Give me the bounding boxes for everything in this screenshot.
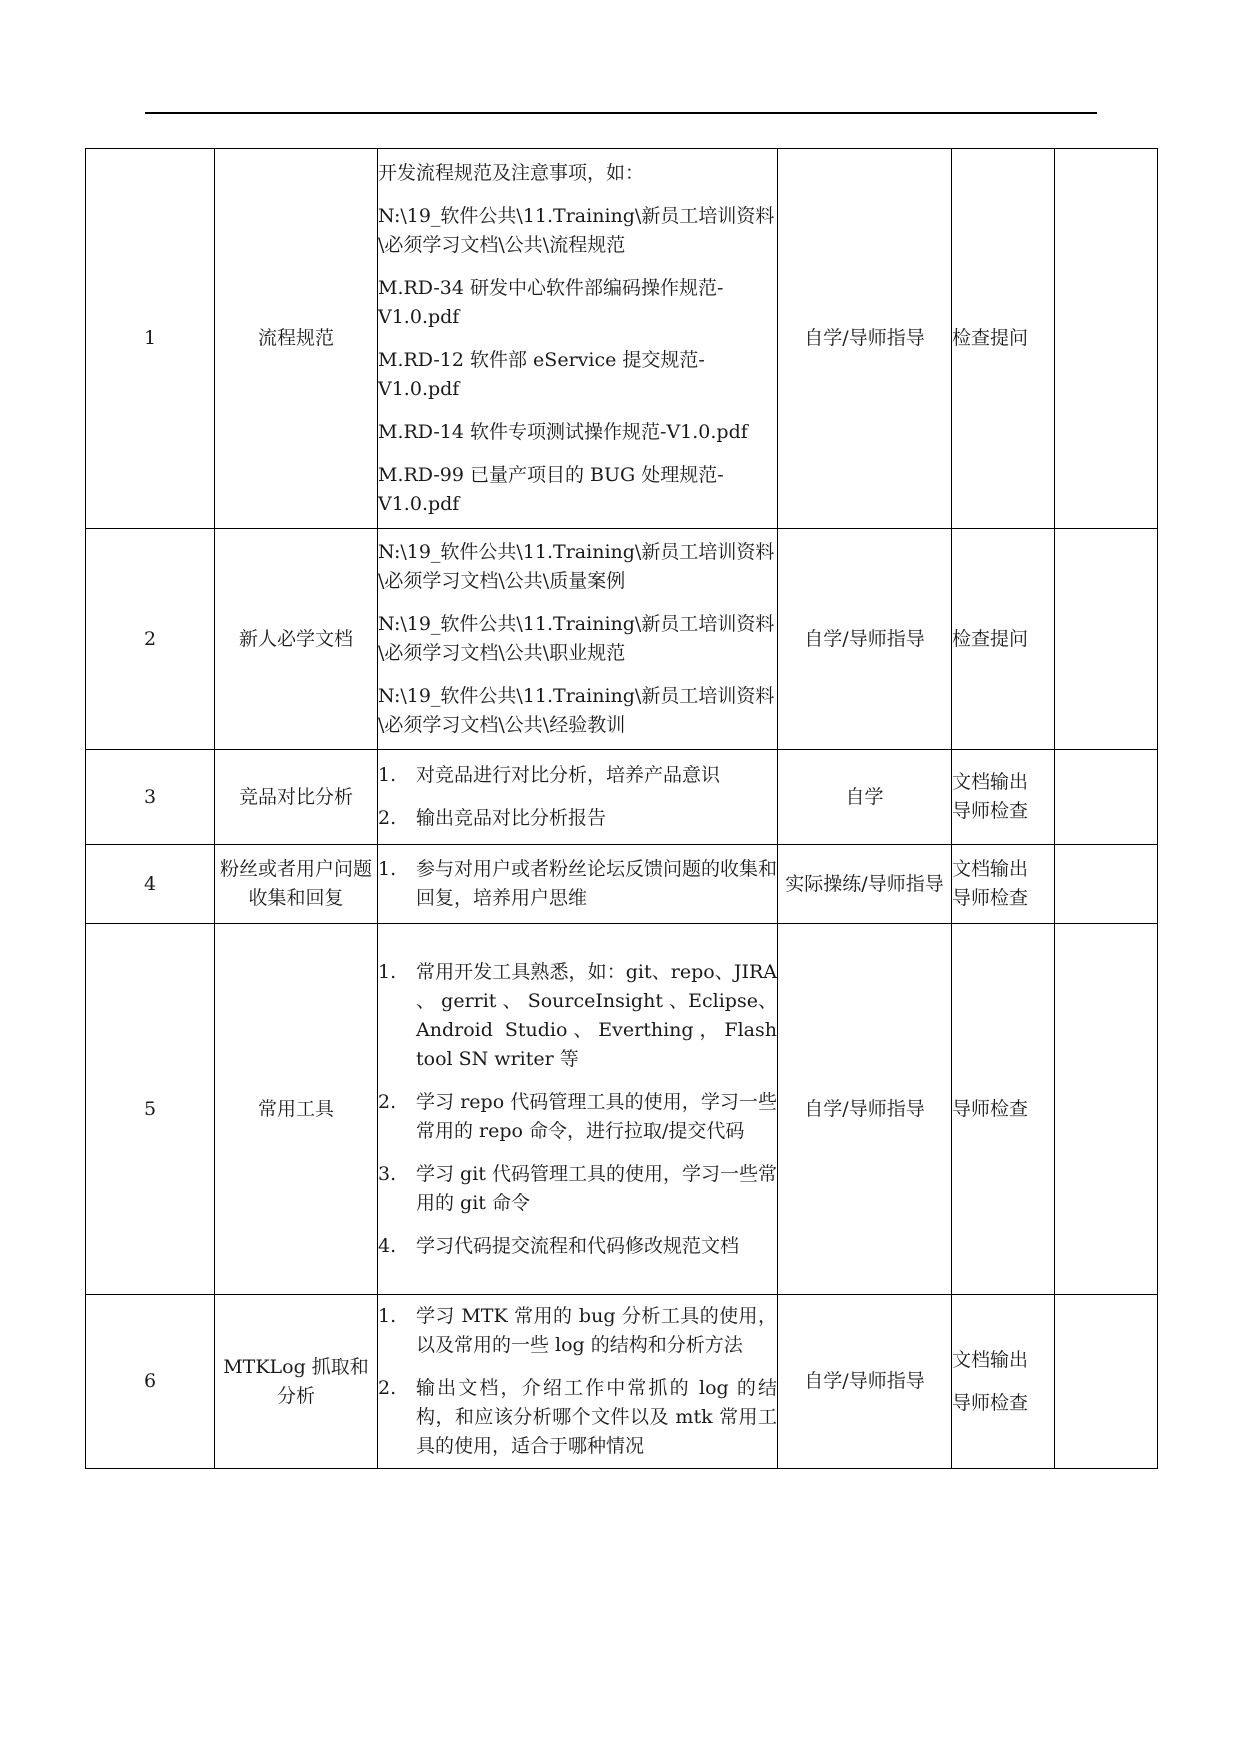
table-row: [86, 529, 1158, 750]
row-topic: 竞品对比分析: [215, 750, 378, 845]
row-topic: 新人必学文档: [215, 529, 378, 750]
content-line: N:\19_软件公共\11.Training\新员工培训资料\必须学习文档\公共\流程规范: [378, 204, 775, 256]
row-topic: MTKLog 抓取和分析: [215, 1295, 378, 1469]
training-plan-table: [85, 148, 1158, 1469]
row-index: 6: [86, 1295, 215, 1469]
row-check-method: [952, 750, 1055, 845]
check-line: 文档输出: [952, 771, 1029, 793]
row-index: 3: [86, 750, 215, 845]
row-content: [378, 149, 778, 529]
content-line: 开发流程规范及注意事项，如：: [378, 161, 645, 184]
list-item: 4. 学习代码提交流程和代码修改规范文档: [378, 1234, 740, 1257]
list-item: 2. 输出文档，介绍工作中常抓的 log 的结构，和应该分析哪个文件以及 mtk 常用工具的使用，适合于哪种情况: [378, 1377, 777, 1457]
list-item: 2. 学习 repo 代码管理工具的使用，学习一些常用的 repo 命令，进行拉取/提交代码: [378, 1090, 777, 1142]
row-study-mode: 自学/导师指导: [778, 529, 952, 750]
check-line: 检查提问: [952, 327, 1029, 349]
row-content: [378, 845, 778, 924]
list-item: 1. 常用开发工具熟悉，如：git、repo、JIRA 、 gerrit 、 SourceInsight 、Eclipse、Android Studio、Everthing，Flash tool SN writer 等: [378, 960, 777, 1070]
row-remark: [1055, 750, 1158, 845]
content-line: N:\19_软件公共\11.Training\新员工培训资料\必须学习文档\公共\经验教训: [378, 685, 775, 736]
table-row: [86, 924, 1158, 1295]
row-content: [378, 529, 778, 750]
check-line: 导师检查: [952, 800, 1029, 822]
row-topic: 流程规范: [215, 149, 378, 529]
row-study-mode: 实际操练/导师指导: [778, 845, 952, 924]
row-index: 4: [86, 845, 215, 924]
check-line: 导师检查: [952, 887, 1029, 909]
row-check-method: [952, 529, 1055, 750]
row-check-method: [952, 1295, 1055, 1469]
check-line: 导师检查: [952, 1097, 1029, 1120]
table-row: [86, 750, 1158, 845]
check-line: 文档输出: [952, 1348, 1029, 1371]
row-remark: [1055, 529, 1158, 750]
row-study-mode: 自学: [778, 750, 952, 845]
row-content: [378, 1295, 778, 1469]
table-row: [86, 845, 1158, 924]
row-remark: [1055, 149, 1158, 529]
row-remark: [1055, 1295, 1158, 1469]
list-item: 3. 学习 git 代码管理工具的使用，学习一些常用的 git 命令: [378, 1162, 777, 1214]
row-topic: 常用工具: [215, 924, 378, 1295]
content-line: M.RD-12 软件部 eService 提交规范-V1.0.pdf: [378, 348, 705, 400]
row-content: [378, 924, 778, 1295]
list-item: 1. 对竞品进行对比分析，培养产品意识: [378, 764, 721, 786]
check-line: 导师检查: [952, 1391, 1029, 1414]
list-item: 2. 输出竞品对比分析报告: [378, 807, 607, 829]
check-line: 文档输出: [952, 858, 1029, 880]
table-row: [86, 1295, 1158, 1469]
content-line: N:\19_软件公共\11.Training\新员工培训资料\必须学习文档\公共\质量案例: [378, 541, 775, 592]
check-line: 检查提问: [952, 627, 1029, 650]
row-study-mode: 自学/导师指导: [778, 149, 952, 529]
row-remark: [1055, 845, 1158, 924]
row-check-method: [952, 845, 1055, 924]
row-check-method: [952, 924, 1055, 1295]
list-item: 1. 学习 MTK 常用的 bug 分析工具的使用，以及常用的一些 log 的结构和分析方法: [378, 1305, 777, 1356]
table-row: [86, 149, 1158, 529]
content-line: N:\19_软件公共\11.Training\新员工培训资料\必须学习文档\公共\职业规范: [378, 613, 775, 664]
row-content: [378, 750, 778, 845]
content-line: M.RD-34 研发中心软件部编码操作规范-V1.0.pdf: [378, 276, 724, 328]
row-study-mode: 自学/导师指导: [778, 1295, 952, 1469]
row-study-mode: 自学/导师指导: [778, 924, 952, 1295]
list-item: 1. 参与对用户或者粉丝论坛反馈问题的收集和回复，培养用户思维: [378, 858, 778, 909]
header-rule: [145, 112, 1097, 114]
content-line: M.RD-14 软件专项测试操作规范-V1.0.pdf: [378, 420, 748, 443]
row-check-method: [952, 149, 1055, 529]
row-remark: [1055, 924, 1158, 1295]
row-index: 5: [86, 924, 215, 1295]
row-topic: 粉丝或者用户问题收集和回复: [215, 845, 378, 924]
row-index: 2: [86, 529, 215, 750]
row-index: 1: [86, 149, 215, 529]
content-line: M.RD-99 已量产项目的 BUG 处理规范-V1.0.pdf: [378, 463, 724, 515]
